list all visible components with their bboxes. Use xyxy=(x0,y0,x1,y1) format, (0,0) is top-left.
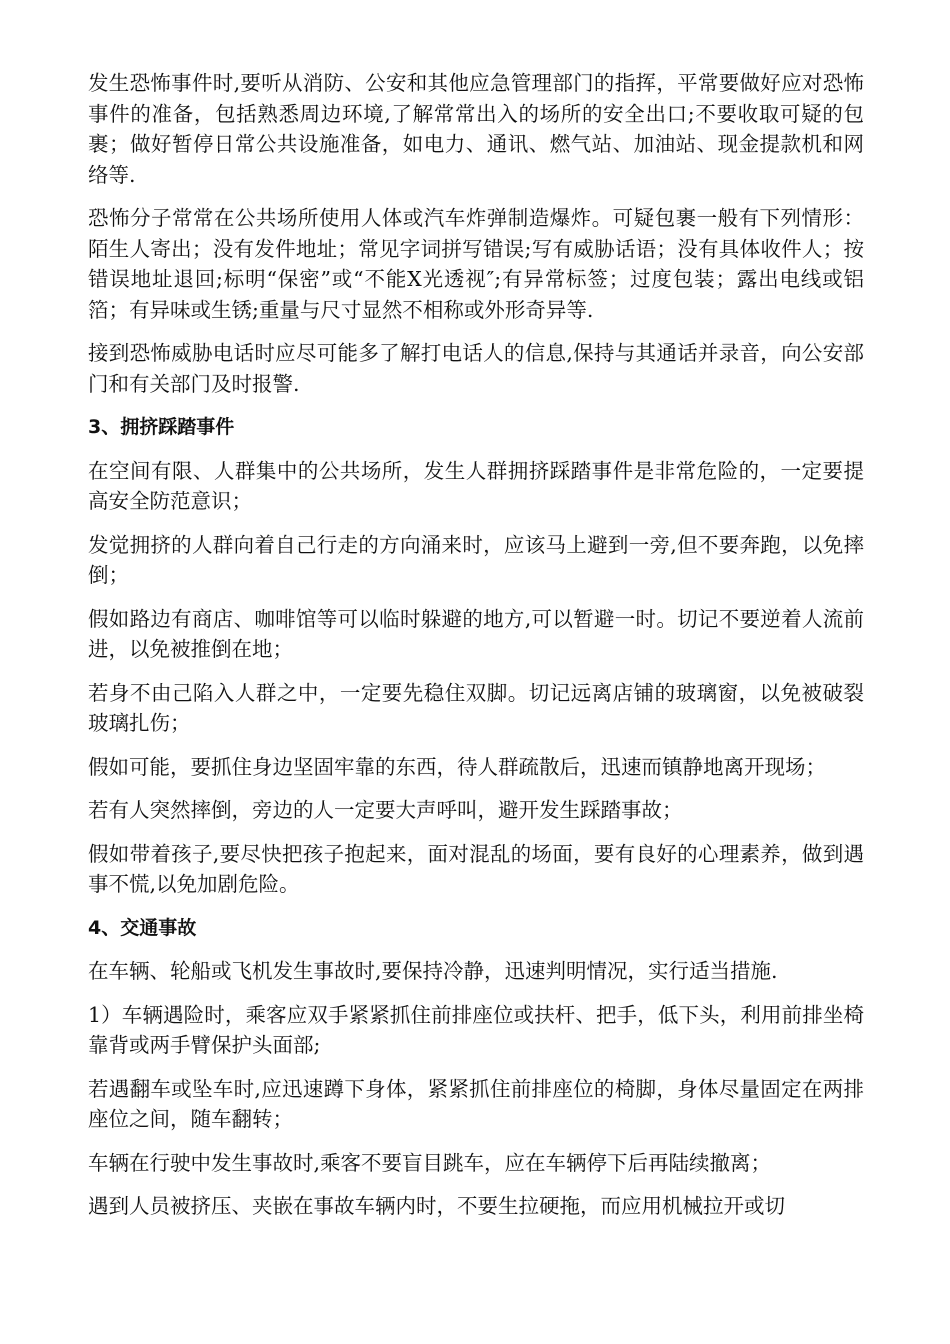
paragraph-stampede-stand-firm: 若身不由己陷入人群之中，一定要先稳住双脚。切记远离店铺的玻璃窗，以免被破裂玻璃扎伤； xyxy=(88,680,864,735)
section-heading-traffic: 4、交通事故 xyxy=(88,916,197,939)
paragraph-stampede-shout: 若有人突然摔倒，旁边的人一定要大声呼叫，避开发生踩踏事故； xyxy=(88,798,683,822)
paragraph-terror-guidance: 发生恐怖事件时,要听从消防、公安和其他应急管理部门的指挥，平常要做好应对恐怖事件的准备，包括熟悉周边环境,了解常常出入的场所的安全出口;不要收取可疑的包裹；做好暂停日常公共设施准备，如电力、通讯、燃气站、加油站、现金提款机和网络等. xyxy=(88,71,864,187)
paragraph-traffic-no-jump: 车辆在行驶中发生事故时,乘客不要盲目跳车，应在车辆停下后再陆续撤离； xyxy=(88,1150,772,1175)
paragraph-threat-call: 接到恐怖威胁电话时应尽可能多了解打电话人的信息,保持与其通话并录音，向公安部门和有关部门及时报警. xyxy=(88,341,864,396)
paragraph-traffic-brace: 1）车辆遇险时，乘客应双手紧紧抓住前排座位或扶杆、把手，低下头，利用前排坐椅靠背或两手臂保护头面部; xyxy=(88,1002,864,1057)
paragraph-stampede-awareness: 在空间有限、人群集中的公共场所，发生人群拥挤踩踏事件是非常危险的，一定要提高安全防范意识； xyxy=(88,458,864,513)
paragraph-stampede-hold-on: 假如可能，要抓住身边坚固牢靠的东西，待人群疏散后，迅速而镇静地离开现场； xyxy=(88,754,826,779)
paragraph-stampede-avoid: 发觉拥挤的人群向着自己行走的方向涌来时，应该马上避到一旁,但不要奔跑，以免摔倒； xyxy=(88,532,864,587)
paragraph-stampede-shelter: 假如路边有商店、咖啡馆等可以临时躲避的地方,可以暂避一时。切记不要逆着人流前进，以免被推倒在地； xyxy=(88,606,864,661)
paragraph-suspicious-package: 恐怖分子常常在公共场所使用人体或汽车炸弹制造爆炸。可疑包裹一般有下列情形：陌生人寄出；没有发件地址；常见字词拼写错误;写有威胁话语；没有具体收件人；按错误地址退回;标明“保密”或“不能X光透视″;有异常标签；过度包装；露出电线或铝箔；有异味或生锈;重量与尺寸显然不相称或外形奇异等. xyxy=(88,206,864,322)
document-page xyxy=(88,68,864,1235)
section-heading-stampede: 3、拥挤踩踏事件 xyxy=(88,416,235,438)
paragraph-traffic-rollover: 若遇翻车或坠车时,应迅速蹲下身体，紧紧抓住前排座位的椅脚，身体尽量固定在两排座位之间，随车翻转； xyxy=(88,1076,864,1131)
paragraph-traffic-calm: 在车辆、轮船或飞机发生事故时,要保持冷静，迅速判明情况，实行适当措施. xyxy=(88,959,778,983)
paragraph-traffic-trapped: 遇到人员被挤压、夹嵌在事故车辆内时，不要生拉硬拖，而应用机械拉开或切 xyxy=(88,1194,785,1218)
paragraph-stampede-children: 假如带着孩子,要尽快把孩子抱起来，面对混乱的场面，要有良好的心理素养，做到遇事不慌,以免加剧危险。 xyxy=(88,841,864,896)
